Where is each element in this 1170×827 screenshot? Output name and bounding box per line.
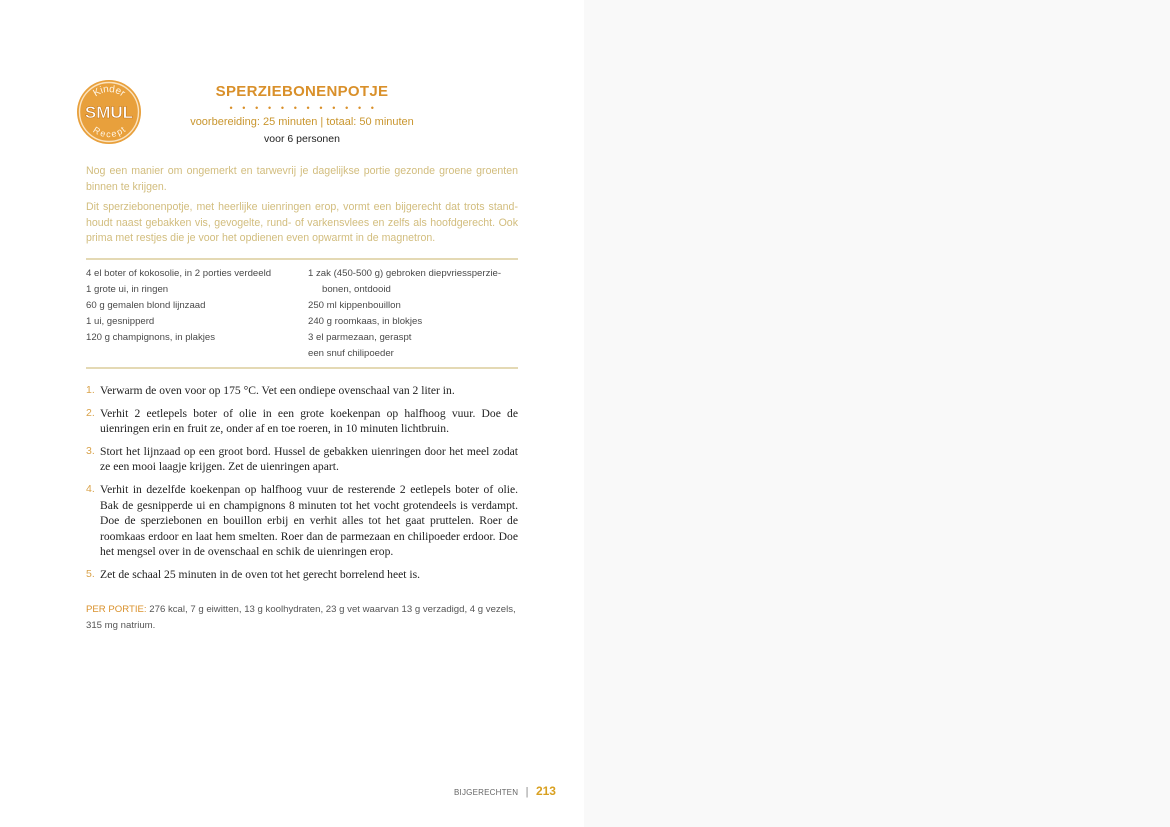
ingredient-item: 1 zak (450-500 g) gebroken diepvriessperzie-: [308, 268, 502, 279]
ingredient-item: 3 el parmezaan, geraspt: [308, 332, 412, 343]
logo-top-text: Kinder: [91, 83, 128, 100]
page-number: 213: [535, 784, 556, 798]
recipe-header: [160, 83, 444, 146]
ingredients-column-left: [86, 266, 306, 346]
step-text: Verwarm de oven voor op 175 °C. Vet een ondiepe ovenschaal van 2 liter in.: [100, 384, 455, 397]
nutrition-values: 276 kcal, 7 g eiwitten, 13 g koolhydraten, 23 g vet waarvan 13 g verzadigd, 4 g vezels, 315 mg natrium.: [86, 604, 516, 631]
step-text: Stort het lijnzaad op een groot bord. Hussel de gebakken uienringen door het meel zodat ze een mooi laagje krijgen. Zet de uienringen apart.: [100, 444, 518, 474]
page-footer: [454, 782, 556, 800]
nutrition-label: PER PORTIE:: [86, 604, 147, 615]
right-page-blank: [584, 0, 1170, 827]
step-number: 3.: [86, 444, 95, 457]
recipe-servings: voor 6 personen: [264, 133, 340, 145]
step-item: [86, 567, 518, 583]
step-number: 1.: [86, 384, 95, 396]
step-number: 5.: [86, 567, 95, 580]
ingredients-top-divider: [86, 258, 518, 260]
nutrition-info: [86, 602, 518, 634]
logo-bottom-text: Recept: [91, 124, 128, 140]
ingredients-column-right: [308, 266, 518, 362]
ingredient-item: 240 g roomkaas, in blokjes: [308, 316, 423, 327]
recipe-intro: [86, 164, 518, 252]
step-number: 2.: [86, 406, 95, 419]
recipe-times: voorbereiding: 25 minuten | totaal: 50 minuten: [190, 116, 414, 128]
step-item: [86, 444, 518, 475]
step-text: Verhit 2 eetlepels boter of olie in een grote koekenpan op halfhoog vuur. Doe de uienringen erin en fruit ze, onder af en toe roeren, in 10 minuten lichtbruin.: [100, 406, 518, 436]
logo-main-text: SMUL: [84, 103, 134, 122]
step-item: [86, 406, 518, 437]
step-item: [86, 482, 518, 560]
kinder-smul-recept-logo: [76, 79, 142, 145]
title-dots-ornament: • • • • • • • • • • • •: [229, 103, 378, 113]
footer-section-name: BIJGERECHTEN: [454, 788, 519, 797]
ingredient-item: 1 grote ui, in ringen: [86, 284, 169, 295]
ingredient-item: 1 ui, gesnipperd: [86, 316, 155, 327]
step-number: 4.: [86, 482, 95, 495]
step-item: [86, 383, 518, 399]
ingredients-bottom-divider: [86, 367, 518, 369]
intro-paragraph: Dit sperziebonenpotje, met heerlijke uienringen erop, vormt een bijgerecht dat trots standhoudt naast gebakken vis, gevogelte, rund- of varkensvlees en zelfs als hoofdgerecht. Ook prima met restjes die je voor het opdienen even opwarmt in de magnetron.: [86, 201, 518, 244]
step-text: Zet de schaal 25 minuten in de oven tot het gerecht borrelend heet is.: [100, 567, 421, 581]
recipe-steps: [86, 383, 518, 590]
ingredient-item: een snuf chilipoeder: [308, 348, 394, 359]
ingredient-item: 120 g champignons, in plakjes: [86, 332, 216, 343]
recipe-title: SPERZIEBONENPOTJE: [215, 83, 389, 100]
ingredient-item: 60 g gemalen blond lijnzaad: [86, 300, 206, 311]
ingredient-item: 250 ml kippenbouillon: [308, 300, 401, 311]
ingredient-item-continuation: bonen, ontdooid: [322, 284, 391, 295]
step-text: Verhit in dezelfde koekenpan op halfhoog vuur de resterende 2 eetlepels boter of olie. Bak de gesnipperde ui en champignons 8 minuten tot het vocht grotendeels is verdampt. Doe de sperziebonen en bouillon erbij en verhit alles tot het gaat pruttelen. Roer de roomkaas erdoor en laat hem smelten. Roer dan de parmezaan en chilipoeder erdoor. Doe het mengsel over in de ovenschaal en schik de uienringen erop.: [100, 482, 518, 559]
intro-paragraph: Nog een manier om ongemerkt en tarwevrij je dagelijkse portie gezonde groene groenten binnen te krijgen.: [86, 165, 518, 193]
ingredient-item: 4 el boter of kokosolie, in 2 porties verdeeld: [86, 268, 272, 279]
footer-separator: |: [525, 786, 529, 798]
